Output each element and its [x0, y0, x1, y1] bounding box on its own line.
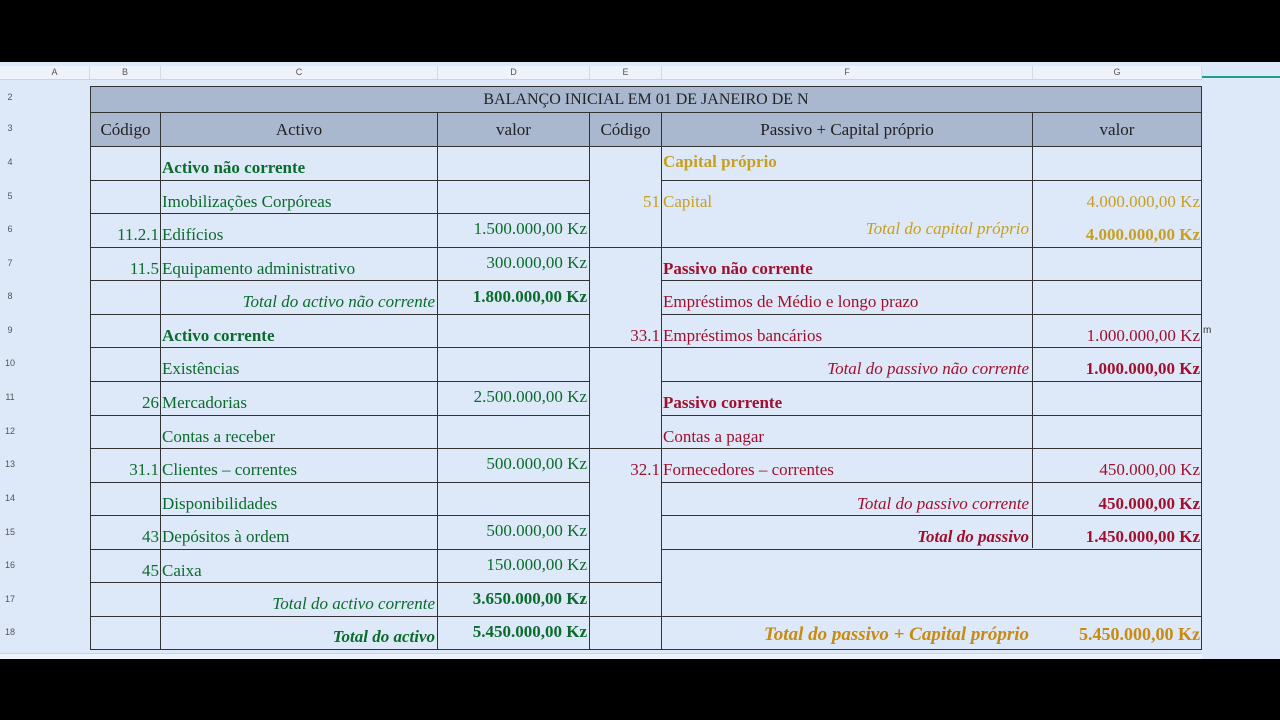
stray-mark: m — [1203, 325, 1212, 336]
column-header-f[interactable]: F — [662, 66, 1033, 79]
clientes-code[interactable]: 31.1 — [129, 460, 159, 479]
row-number[interactable]: 11 — [5, 392, 15, 402]
emprestimos-mlp-label[interactable]: Empréstimos de Médio e longo prazo — [663, 292, 919, 311]
total-passivo-nao-corrente-label[interactable]: Total do passivo não corrente — [827, 359, 1029, 378]
passivo-corrente-heading[interactable]: Passivo corrente — [663, 393, 783, 412]
header-codigo-right[interactable]: Código — [589, 112, 662, 147]
mercadorias-label[interactable]: Mercadorias — [162, 393, 247, 412]
header-activo[interactable]: Activo — [160, 112, 438, 147]
total-activo-corrente-label[interactable]: Total do activo corrente — [272, 594, 435, 613]
clientes-value[interactable]: 500.000,00 Kz — [486, 454, 587, 473]
capital-code[interactable]: 51 — [643, 192, 660, 211]
total-passivo-capital-value[interactable]: 5.450.000,00 Kz — [1079, 624, 1200, 644]
row-number[interactable]: 7 — [7, 258, 13, 268]
column-header-d[interactable]: D — [438, 66, 590, 79]
total-activo-corrente-value[interactable]: 3.650.000,00 Kz — [472, 589, 587, 608]
passivo-nao-corrente-heading[interactable]: Passivo não corrente — [663, 259, 813, 278]
existencias-label[interactable]: Existências — [162, 359, 240, 378]
column-header-a[interactable]: A — [20, 66, 90, 79]
equipamento-label[interactable]: Equipamento administrativo — [162, 259, 356, 278]
capital-label[interactable]: Capital — [663, 192, 713, 211]
row-number[interactable]: 16 — [4, 560, 15, 570]
emprestimos-bancarios-value[interactable]: 1.000.000,00 Kz — [1086, 326, 1200, 345]
depositos-code[interactable]: 43 — [142, 527, 159, 546]
row-number[interactable]: 14 — [4, 493, 15, 503]
row-number[interactable]: 18 — [4, 627, 15, 637]
column-header-g[interactable]: G — [1033, 66, 1202, 79]
row-number[interactable]: 2 — [7, 92, 13, 102]
row-number[interactable]: 8 — [7, 291, 13, 301]
sheet-bottom-bar — [0, 653, 1202, 659]
emprestimos-bancarios-label[interactable]: Empréstimos bancários — [663, 326, 823, 345]
row-number[interactable]: 13 — [4, 459, 15, 469]
row-number[interactable]: 4 — [7, 157, 13, 167]
total-activo-label[interactable]: Total do activo — [332, 627, 435, 646]
total-passivo-label[interactable]: Total do passivo — [917, 527, 1029, 546]
column-header-e[interactable]: E — [590, 66, 662, 79]
equipamento-value[interactable]: 300.000,00 Kz — [486, 253, 587, 272]
spreadsheet-area — [0, 62, 1280, 659]
edificios-code[interactable]: 11.2.1 — [117, 225, 159, 244]
caixa-label[interactable]: Caixa — [162, 561, 202, 580]
emprestimos-bancarios-code[interactable]: 33.1 — [630, 326, 660, 345]
row-number[interactable]: 3 — [7, 123, 13, 133]
row-number[interactable]: 6 — [7, 224, 13, 234]
row-number[interactable]: 10 — [4, 358, 15, 368]
row-number[interactable]: 12 — [4, 426, 15, 436]
balance-title[interactable]: BALANÇO INICIAL EM 01 DE JANEIRO DE N — [90, 86, 1202, 113]
column-header-b[interactable]: B — [90, 66, 161, 79]
activo-corrente-heading[interactable]: Activo corrente — [162, 326, 275, 345]
mercadorias-value[interactable]: 2.500.000,00 Kz — [473, 387, 587, 406]
total-passivo-nao-corrente-value[interactable]: 1.000.000,00 Kz — [1085, 359, 1200, 378]
contas-pagar-label[interactable]: Contas a pagar — [663, 427, 765, 446]
edificios-value[interactable]: 1.500.000,00 Kz — [473, 219, 587, 238]
fornecedores-value[interactable]: 450.000,00 Kz — [1099, 460, 1200, 479]
capital-value[interactable]: 4.000.000,00 Kz — [1086, 192, 1200, 211]
total-activo-value[interactable]: 5.450.000,00 Kz — [472, 622, 587, 641]
total-activo-nao-corrente-value[interactable]: 1.800.000,00 Kz — [472, 287, 587, 306]
disponibilidades-label[interactable]: Disponibilidades — [162, 494, 278, 513]
selection-accent — [1202, 76, 1280, 78]
column-header-c[interactable]: C — [161, 66, 438, 79]
total-passivo-corrente-value[interactable]: 450.000,00 Kz — [1098, 494, 1200, 513]
row-number[interactable]: 5 — [7, 191, 13, 201]
depositos-label[interactable]: Depósitos à ordem — [162, 527, 290, 546]
contas-receber-label[interactable]: Contas a receber — [162, 427, 276, 446]
total-passivo-value[interactable]: 1.450.000,00 Kz — [1085, 527, 1200, 546]
equipamento-code[interactable]: 11.5 — [129, 259, 159, 278]
header-valor-left[interactable]: valor — [437, 112, 590, 147]
edificios-label[interactable]: Edifícios — [162, 225, 224, 244]
header-valor-right[interactable]: valor — [1032, 112, 1202, 147]
total-passivo-capital-label[interactable]: Total do passivo + Capital próprio — [763, 624, 1029, 645]
capital-proprio-heading[interactable]: Capital próprio — [663, 152, 777, 171]
row-number[interactable]: 17 — [4, 594, 15, 604]
total-capital-proprio-value[interactable]: 4.000.000,00 Kz — [1085, 225, 1200, 244]
depositos-value[interactable]: 500.000,00 Kz — [486, 521, 587, 540]
caixa-code[interactable]: 45 — [142, 561, 159, 580]
total-activo-nao-corrente-label[interactable]: Total do activo não corrente — [242, 292, 435, 311]
fornecedores-label[interactable]: Fornecedores – correntes — [663, 460, 834, 479]
clientes-label[interactable]: Clientes – correntes — [162, 460, 298, 479]
header-passivo[interactable]: Passivo + Capital próprio — [661, 112, 1033, 147]
header-codigo-left[interactable]: Código — [90, 112, 161, 147]
column-header-bar — [0, 66, 1202, 80]
total-passivo-corrente-label[interactable]: Total do passivo corrente — [856, 494, 1029, 513]
row-number[interactable]: 9 — [7, 325, 13, 335]
fornecedores-code[interactable]: 32.1 — [630, 460, 660, 479]
row-number[interactable]: 15 — [4, 527, 15, 537]
total-capital-proprio-label[interactable]: Total do capital próprio — [865, 219, 1029, 238]
activo-nao-corrente-heading[interactable]: Activo não corrente — [162, 158, 306, 177]
caixa-value[interactable]: 150.000,00 Kz — [486, 555, 587, 574]
mercadorias-code[interactable]: 26 — [142, 393, 159, 412]
imobilizacoes-label[interactable]: Imobilizações Corpóreas — [162, 192, 332, 211]
